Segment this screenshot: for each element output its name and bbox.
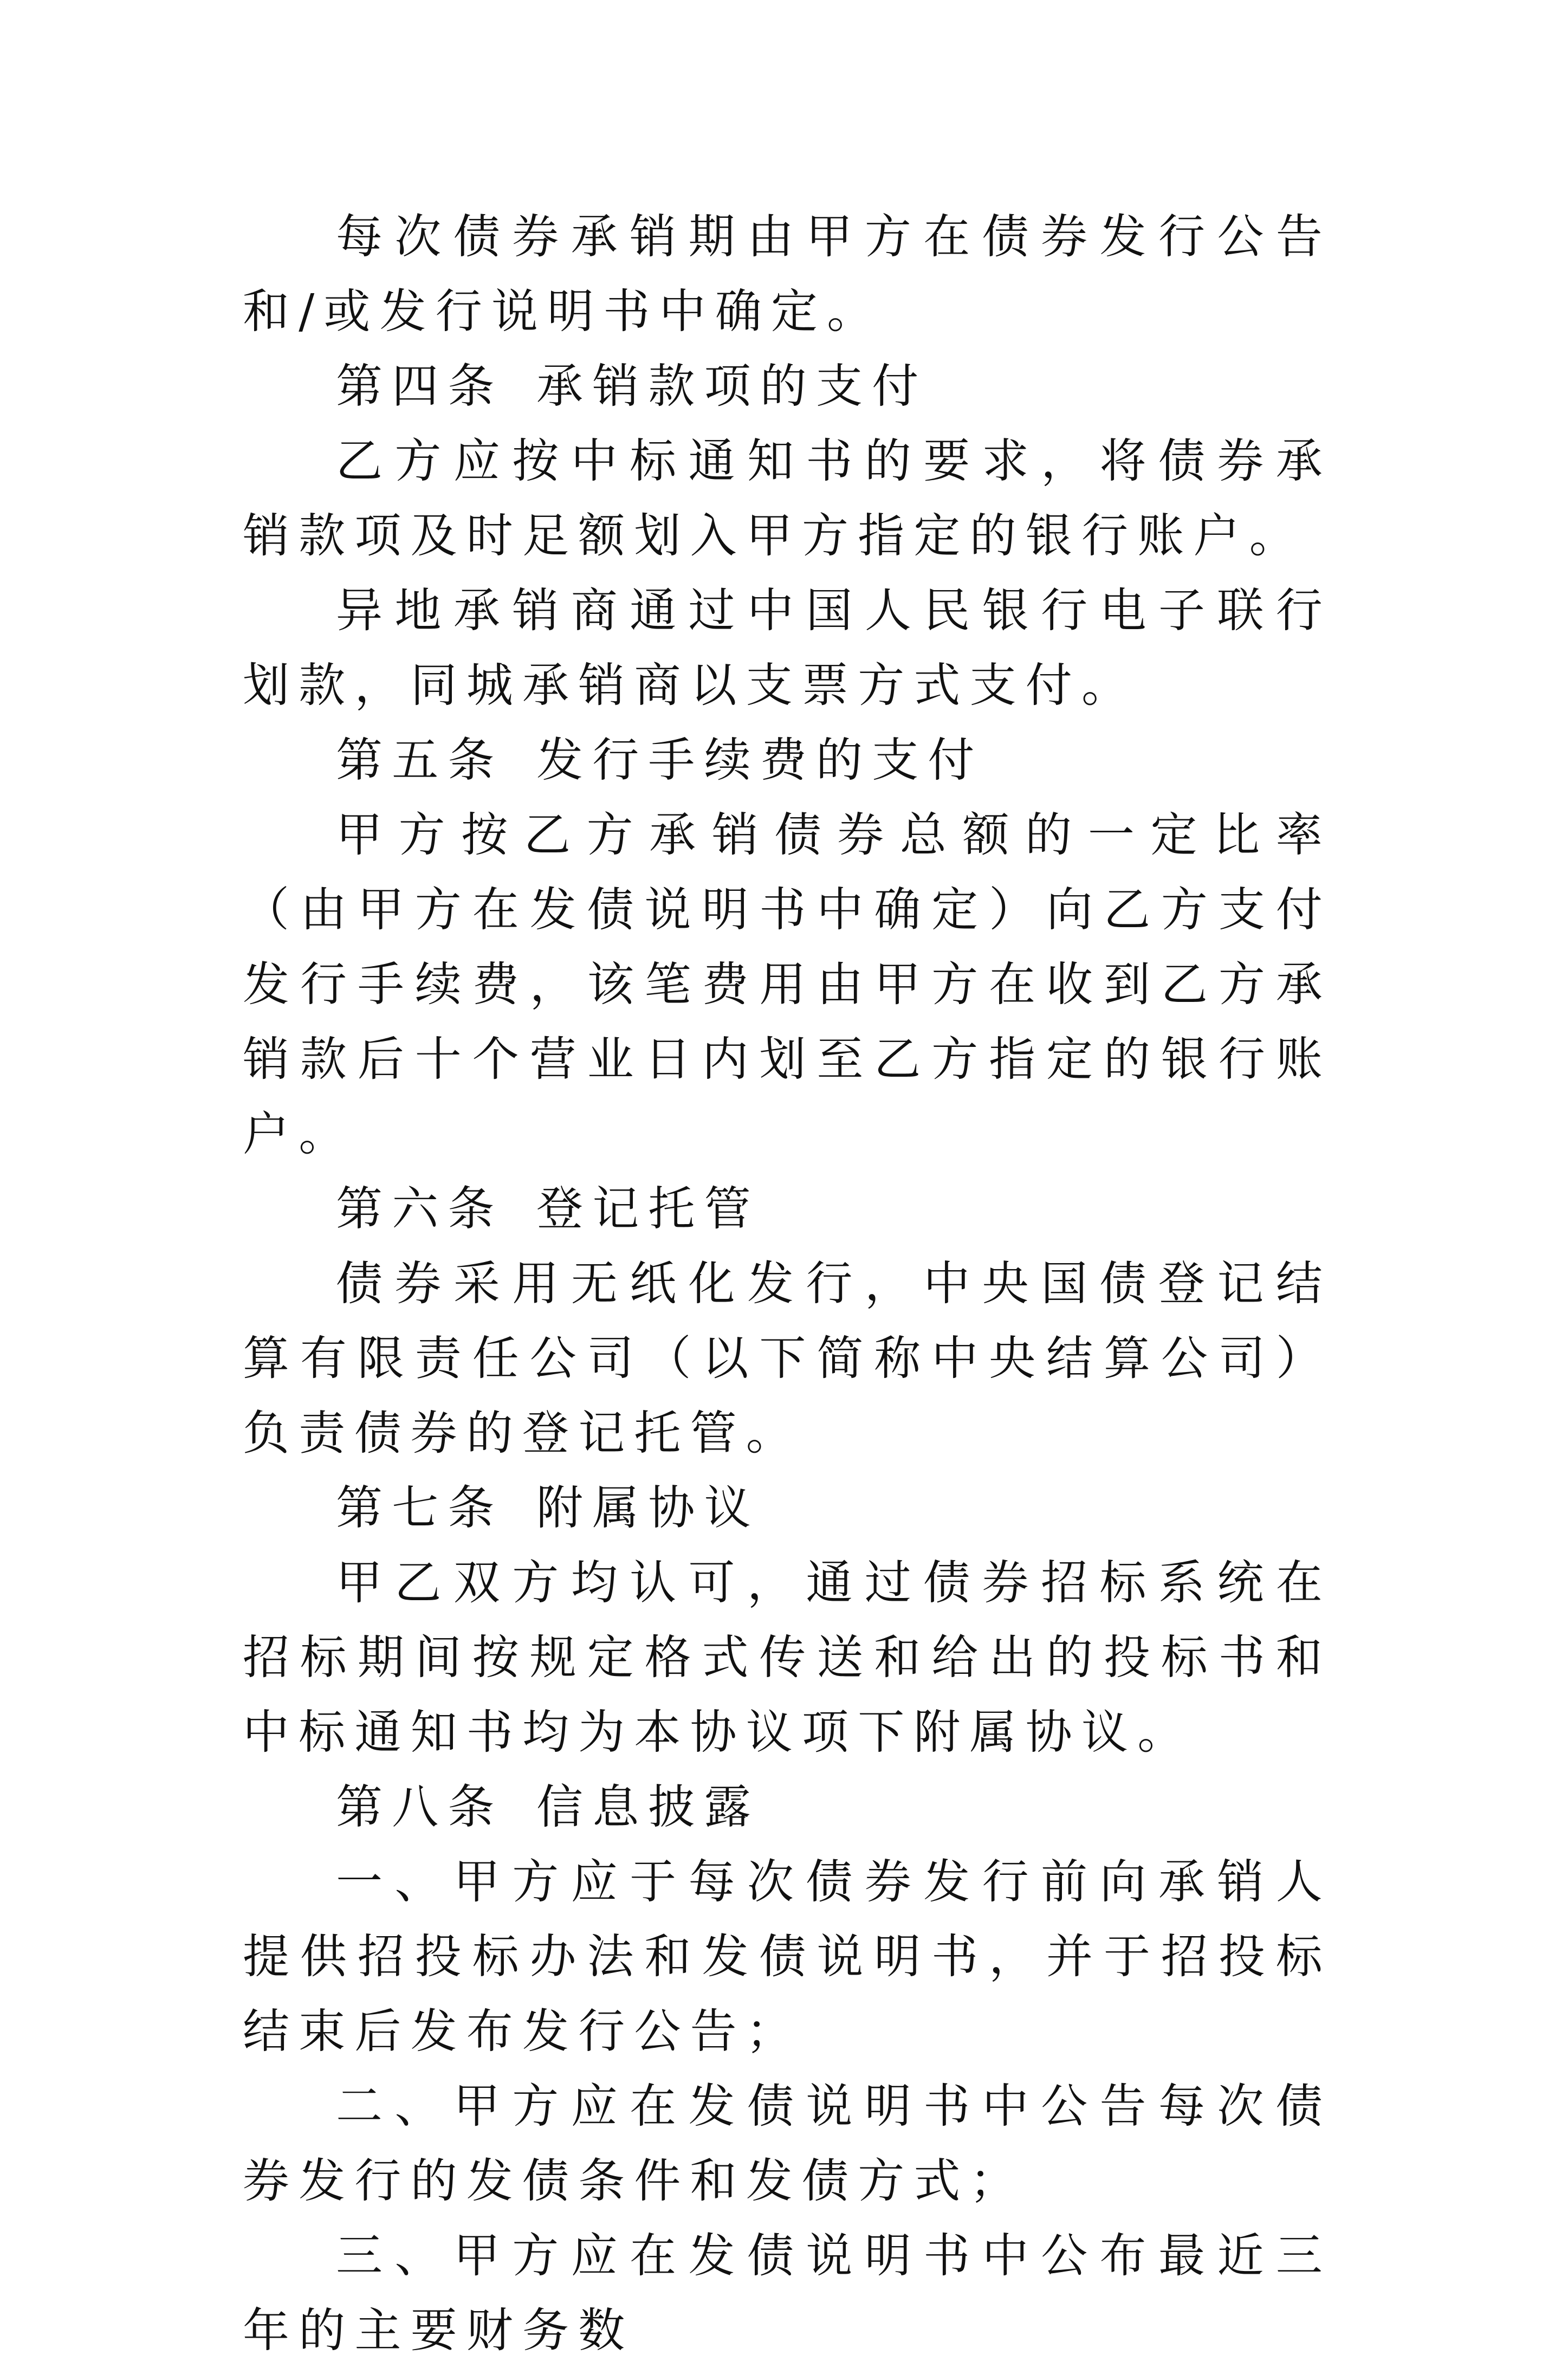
- paragraph: 债券采用无纸化发行，中央国债登记结算有限责任公司（以下简称中央结算公司）负责债券的登记托管。: [243, 1257, 1332, 1460]
- paragraph: 二、甲方应在发债说明书中公告每次债券发行的发债条件和发债方式；: [243, 2079, 1332, 2208]
- paragraph: 一、甲方应于每次债券发行前向承销人提供招投标办法和发债说明书，并于招投标结束后发布发行公告；: [243, 1855, 1332, 2059]
- paragraph: 三、甲方应在发债说明书中公布最近三年的主要财务数: [243, 2229, 1332, 2358]
- paragraph: 异地承销商通过中国人民银行电子联行划款，同城承销商以支票方式支付。: [243, 584, 1332, 713]
- article-heading-7: [243, 1471, 1332, 1545]
- article-title: 承销款项的支付: [536, 359, 928, 413]
- article-heading-8: [243, 1770, 1332, 1845]
- article-title: 发行手续费的支付: [536, 733, 984, 787]
- article-heading-6: [243, 1172, 1332, 1246]
- article-number: 第七条: [336, 1481, 504, 1535]
- article-heading-5: [243, 723, 1332, 798]
- paragraph: 乙方应按中标通知书的要求，将债券承销款项及时足额划入甲方指定的银行账户。: [243, 434, 1332, 563]
- article-number: 第六条: [336, 1182, 504, 1236]
- document-body: [243, 199, 1332, 2368]
- article-title: 附属协议: [536, 1481, 760, 1535]
- paragraph: 甲乙双方均认可，通过债券招标系统在招标期间按规定格式传送和给出的投标书和中标通知书均为本协议项下附属协议。: [243, 1556, 1332, 1759]
- paragraph: 甲方按乙方承销债券总额的一定比率（由甲方在发债说明书中确定）向乙方支付发行手续费，该笔费用由甲方在收到乙方承销款后十个营业日内划至乙方指定的银行账户。: [243, 808, 1332, 1161]
- article-heading-4: [243, 349, 1332, 424]
- article-number: 第八条: [336, 1780, 504, 1834]
- article-title: 登记托管: [536, 1182, 760, 1236]
- article-number: 第五条: [336, 733, 504, 787]
- paragraph: 每次债券承销期由甲方在债券发行公告和/或发行说明书中确定。: [243, 210, 1332, 339]
- article-title: 信息披露: [536, 1780, 760, 1834]
- article-number: 第四条: [336, 359, 504, 413]
